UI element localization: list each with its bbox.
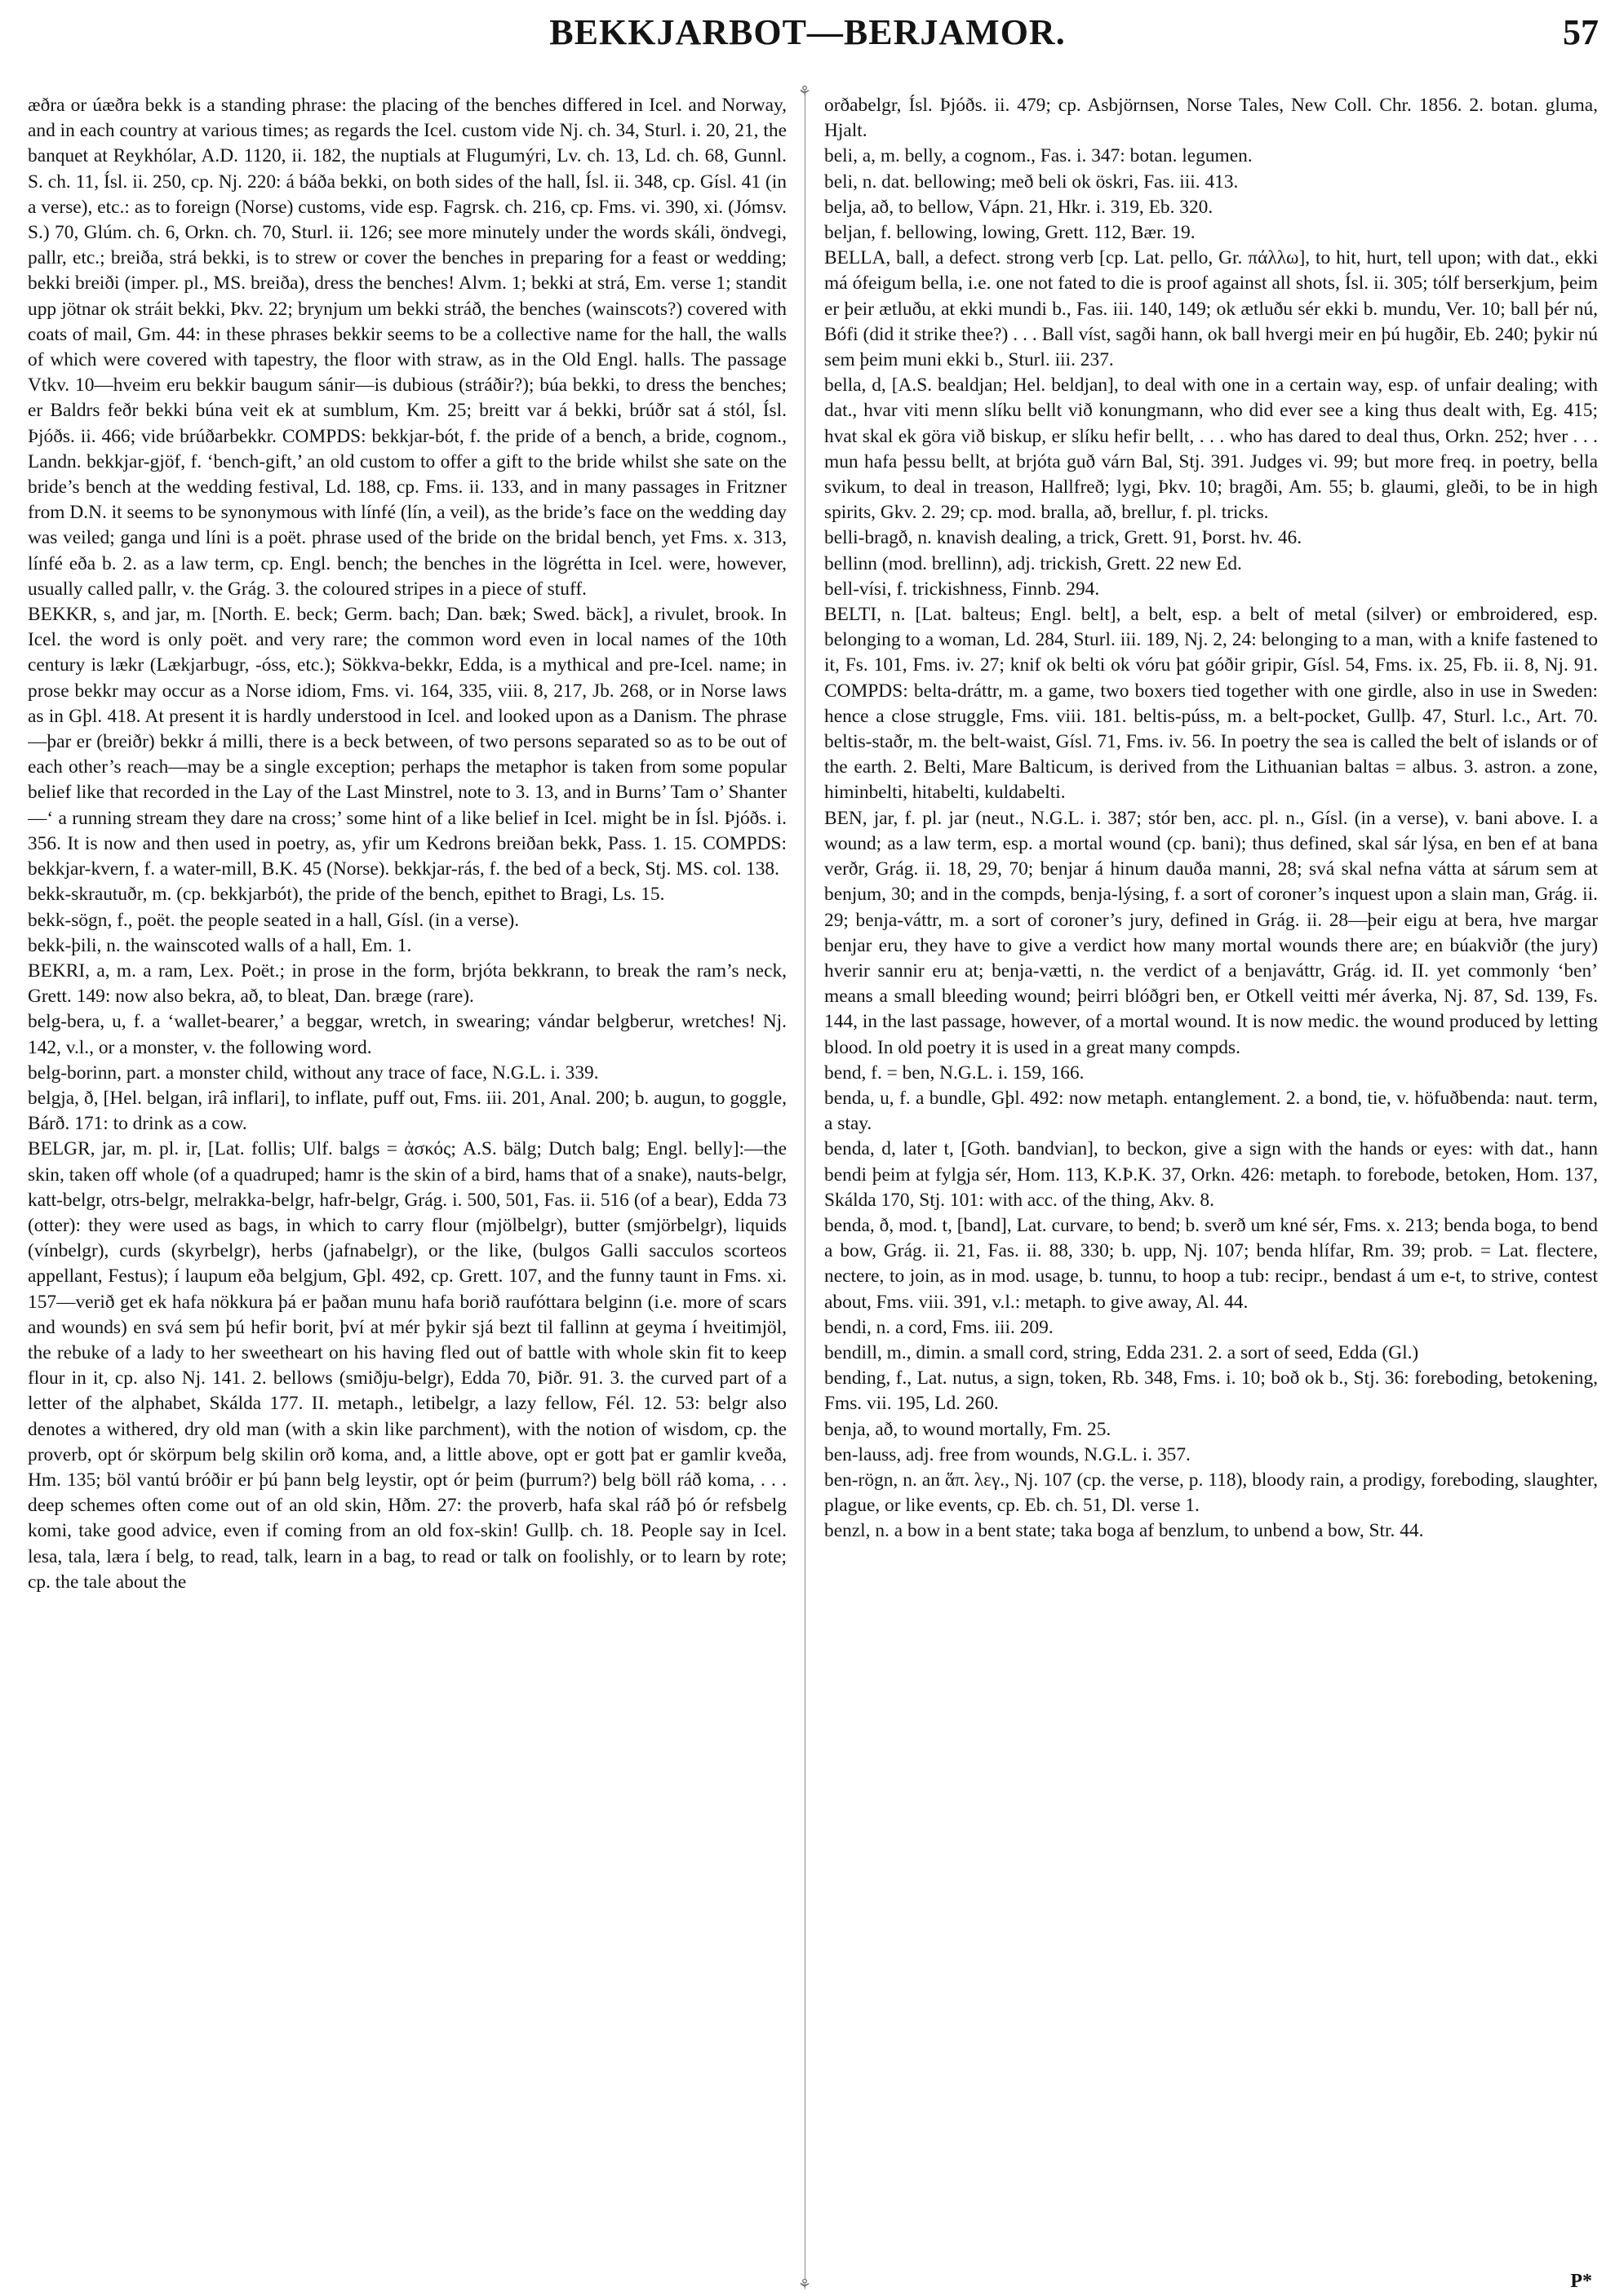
signature-mark: P* bbox=[1570, 2271, 1592, 2292]
entry-paragraph: beli, n. dat. bellowing; með beli ok öskri, Fas. iii. 413. bbox=[824, 171, 1239, 193]
entry-paragraph: bendill, m., dimin. a small cord, string, Edda 231. 2. a sort of seed, Edda (Gl.) bbox=[824, 1341, 1419, 1363]
entry-paragraph: æðra or úæðra bekk is a standing phrase: the placing of the benches differed in Icel. and Norway, and in each country at various times; as regards the Icel. custom vide Nj. ch. 34, Sturl. i. 20, 21, the banquet at Reykhólar, A.D. 1120, ii. 182, the nuptials at Flugumýri, Lv. ch. 13, Ld. ch. 68, Gunnl. S. ch. 11, Ísl. ii. 250, cp. Nj. 220: á báða bekki, on both sides of the hall, Ísl. ii. 348, cp. Gísl. 41 (in a verse), etc.: as to foreign (Norse) customs, vide esp. Fagrsk. ch. 216, cp. Fms. vi. 390, xi. (Jómsv. S.) 70, Glúm. ch. 6, Orkn. ch. 70, Sturl. ii. 126; see more minutely under the words skáli, öndvegi, pallr, etc.; breiða, strá bekki, is to strew or cover the benches in preparing for a feast or wedding; bekki breiði (imper. pl., MS. breiða), dress the benches! Alvm. 1; bekki at strá, Em. verse 1; standit upp jötnar ok stráit bekki, Þkv. 22; brynjum um bekki stráð, the benches (wainscots?) covered with coats of mail, Gm. 44: in these phrases bekkir seems to be a collective name for the hall, the walls of which were covered with tapestry, the floor with straw, as in the Old Engl. halls. The passage Vtkv. 10—hveim eru bekkir baugum sánir—is dubious (stráðir?); búa bekki, to dress the benches; er Baldrs feðr bekki búna veit ek at sumblum, Km. 25; breitt var á bekki, brúðr sat á stól, Ísl. Þjóðs. ii. 466; vide brúðarbekkr. COMPDS: bekkjar-bót, f. the pride of a bench, a bride, cognom., Landn. bekkjar-gjöf, f. ‘bench-gift,’ an old custom to offer a gift to the bride whilst she sate on the bride’s bench at the wedding festival, Ld. 188, cp. Fms. ii. 133, and in many passages in Fritzner from D.N. it seems to be synonymous with línfé (lín, a veil), as the bride’s face on the wedding day was veiled; ganga und líni is a poët. phrase used of the bride on the bridal bench, yet Fms. x. 313, línfé eða b. 2. as a law term, cp. Engl. bench; the benches in the lögrétta in Icel. were, however, usually called pallr, v. the Grág. 3. the coloured stripes in a piece of stuff. bbox=[28, 95, 787, 600]
page-number: 57 bbox=[1563, 12, 1599, 52]
entry-paragraph: orðabelgr, Ísl. Þjóðs. ii. 479; cp. Asbjörnsen, Norse Tales, New Coll. Chr. 1856. 2. botan. gluma, Hjalt. bbox=[824, 95, 1598, 142]
entry-paragraph: bend, f. = ben, N.G.L. i. 159, 166. bbox=[824, 1062, 1085, 1084]
entry-paragraph: BEN, jar, f. pl. jar (neut., N.G.L. i. 387; stór ben, acc. pl. n., Gísl. (in a verse), v. bani above. I. a wound; as a law term, esp. a mortal wound (cp. bani); thus defined, skal sár lýsa, en ben ef at bana verðr, Grág. ii. 18, 29, 70; benjar á hinum dauða manni, 28; svá skal nefna vátta at sárum sem at benjum, 30; and in the compds, benja-lýsing, f. a sort of coroner’s inquest upon a slain man, Grág. ii. 29; benja-váttr, m. a sort of coroner’s jury, defined in Grág. ii. 28—þeir eigu at bera, hve margar benjar eru, they have to give a verdict how many mortal wounds there are; en búakviðr (the jury) hverir sannir eru at; benja-vætti, n. the verdict of a benjaváttr, Grág. id. II. yet commonly ‘ben’ means a small bleeding wound; þeirri blóðgri ben, er Otkell veitti mér áverka, Nj. 87, Sd. 139, Fs. 144, in the last passage, however, of a mortal wound. It is now medic. the wound produced by letting blood. In old poetry it is used in a great many compds. bbox=[824, 807, 1598, 1058]
left-column bbox=[28, 93, 787, 2280]
entry-paragraph: ben-rögn, n. an ἅπ. λεγ., Nj. 107 (cp. the verse, p. 118), bloody rain, a prodigy, foreboding, slaughter, plague, or like events, cp. Eb. ch. 51, Dl. verse 1. bbox=[824, 1469, 1598, 1517]
divider-bottom-ornament: ⚘ bbox=[797, 2276, 812, 2293]
entry-paragraph: BEKKR, s, and jar, m. [North. E. beck; Germ. bach; Dan. bæk; Swed. bäck], a rivulet, brook. In Icel. the word is only poët. and very rare; the common word even in local names of the 10th century is lækr (Lækjarbugr, -óss, etc.); Sökkva-bekkr, Edda, is a mythical and pre-Icel. name; in prose bekkr may occur as a Norse idiom, Fms. vi. 164, 335, viii. 8, 217, Jb. 268, or in Norse laws as in Gþl. 418. At present it is hardly understood in Icel. and looked upon as a Danism. The phrase—þar er (breiðr) bekkr á milli, there is a beck between, of two persons separated so as to be out of each other’s reach—may be a single exception; perhaps the metaphor is taken from some popular belief like that recorded in the Lay of the Last Minstrel, note to 3. 13, and in Burns’ Tam o’ Shanter—‘ a running stream they dare na cross;’ some hint of a like belief in Icel. might be in Ísl. Þjóðs. i. 356. It is now and then used in poetry, as, yfir um Kedrons breiðan bekk, Pass. 1. 15. COMPDS: bekkjar-kvern, f. a water-mill, B.K. 45 (Norse). bekkjar-rás, f. the bed of a beck, Stj. MS. col. 138. bbox=[28, 604, 787, 880]
running-head: BEKKJARBOT—BERJAMOR. bbox=[549, 12, 1066, 52]
entry-paragraph: BELTI, n. [Lat. balteus; Engl. belt], a belt, esp. a belt of metal (silver) or embroidered, esp. belonging to a woman, Ld. 284, Sturl. iii. 189, Nj. 2, 24: belonging to a man, with a knife fastened to it, Fs. 101, Fms. iv. 27; knif ok belti ok vóru þat góðir gripir, Gísl. 54, Fms. ix. 25, Fb. ii. 8, Nj. 91. COMPDS: belta-dráttr, m. a game, two boxers tied together with one girdle, also in use in Sweden: hence a close struggle, Fms. viii. 181. beltis-púss, m. a belt-pocket, Gullþ. 47, Sturl. l.c., Art. 70. beltis-staðr, m. the belt-waist, Gísl. 71, Fms. iv. 56. In poetry the sea is called the belt of islands or of the earth. 2. Belti, Mare Balticum, is derived from the Lithuanian baltas = albus. 3. astron. a zone, himinbelti, hitabelti, kuldabelti. bbox=[824, 604, 1598, 804]
entry-paragraph: benda, d, later t, [Goth. bandvian], to beckon, give a sign with the hands or eyes: with dat., hann bendi þeim at fylgja sér, Hom. 113, K.Þ.K. 37, Orkn. 426: metaph. to forebode, betoken, Hom. 137, Skálda 170, Stj. 101: with acc. of the thing, Akv. 8. bbox=[824, 1138, 1598, 1211]
entry-paragraph: benzl, n. a bow in a bent state; taka boga af benzlum, to unbend a bow, Str. 44. bbox=[824, 1520, 1424, 1542]
entry-paragraph: benda, u, f. a bundle, Gþl. 492: now metaph. entanglement. 2. a bond, tie, v. höfuðbenda: naut. term, a stay. bbox=[824, 1087, 1598, 1135]
entry-paragraph: BEKRI, a, m. a ram, Lex. Poët.; in prose in the form, brjóta bekkrann, to break the ram’s neck, Grett. 149: now also bekra, að, to bleat, Dan. bræge (rare). bbox=[28, 960, 787, 1008]
page-header bbox=[0, 0, 1615, 64]
entry-paragraph: bekk-þili, n. the wainscoted walls of a hall, Em. 1. bbox=[28, 934, 412, 956]
entry-paragraph: bendi, n. a cord, Fms. iii. 209. bbox=[824, 1316, 1054, 1338]
entry-paragraph: bending, f., Lat. nutus, a sign, token, Rb. 348, Fms. i. 10; boð ok b., Stj. 36: foreboding, betokening, Fms. vii. 195, Ld. 260. bbox=[824, 1367, 1598, 1415]
entry-paragraph: benja, að, to wound mortally, Fm. 25. bbox=[824, 1418, 1111, 1440]
entry-paragraph: belg-borinn, part. a monster child, without any trace of face, N.G.L. i. 339. bbox=[28, 1062, 599, 1084]
entry-paragraph: bekk-skrautuðr, m. (cp. bekkjarbót), the pride of the bench, epithet to Bragi, Ls. 15. bbox=[28, 884, 665, 906]
entry-paragraph: BELLA, ball, a defect. strong verb [cp. Lat. pello, Gr. πάλλω], to hit, hurt, tell upon; with dat., ekki má ófeigum bella, i.e. one not fated to die is proof against all shots, Ísl. ii. 305; tólf berserkjum, þeim er þeir ætluðu, at ekki mundi b., Fas. iii. 140, 149; ok ætluðu sér ekki b. mundu, Ver. 10; ball þér nú, Bófi (did it strike thee?) . . . Ball víst, sagði hann, ok ball hvergi meir en þú hugðir, Eb. 240; þykir nú sem þeim muni ekki b., Sturl. iii. 237. bbox=[824, 247, 1598, 371]
divider-top-ornament: ⚘ bbox=[797, 83, 812, 100]
entry-paragraph: benda, ð, mod. t, [band], Lat. curvare, to bend; b. sverð um kné sér, Fms. x. 213; benda boga, to bend a bow, Grág. ii. 21, Fas. ii. 88, 330; b. upp, Nj. 107; benda hlífar, Rm. 39; prob. = Lat. flectere, nectere, to join, as in mod. usage, b. tunnu, to hoop a tub: recipr., bendast á um e-t, to strive, contest about, Fms. viii. 391, v.l.: metaph. to give away, Al. 44. bbox=[824, 1214, 1598, 1313]
entry-paragraph: BELGR, jar, m. pl. ir, [Lat. follis; Ulf. balgs = ἀσκός; A.S. bälg; Dutch balg; Engl. belly]:—the skin, taken off whole (of a quadruped; hamr is the skin of a bird, hams that of a snake), nauts-belgr, katt-belgr, otrs-belgr, melrakka-belgr, hafr-belgr, Grág. i. 500, 501, Fas. ii. 516 (of a bear), Edda 73 (otter): they were used as bags, in which to carry flour (mjölbelgr), butter (smjörbelgr), liquids (vínbelgr), curds (skyrbelgr), herbs (jafnabelgr), or the like, (bulgos Galli sacculos scorteos appellant, Festus); í laupum eða belgjum, Gþl. 492, cp. Grett. 107, and the funny taunt in Fms. xi. 157—verið get ek hafa nökkura þá er þaðan munu hafa borið raufóttara belginn (i.e. more of scars and wounds) en svá sem þú hefir borit, því at mér þykir sjá bezt til fallinn at geyma í hveitimjöl, the rebuke of a lady to her sweetheart on his having fled out of battle with whole skin fit to keep flour in it, cp. also Nj. 141. 2. bellows (smiðju-belgr), Edda 70, Þiðr. 91. 3. the curved part of a letter of the alphabet, Skálda 177. II. metaph., letibelgr, a lazy fellow, Fél. 12. 53: belgr also denotes a withered, dry old man (with a skin like parchment), with the notion of wisdom, cp. the proverb, opt ór skörpum belg skilin orð koma, and, a little above, opt er gott þat er gamlir kveða, Hm. 135; böl vantú bróðir er þú þann belg leystir, opt ór þeim (þurrum?) belg böll ráð koma, . . . deep schemes often come out of an old skin, Hðm. 27: the proverb, hafa skal ráð þó ór refsbelg komi, take good advice, even if coming from an old fox-skin! Gullþ. ch. 18. People say in Icel. lesa, tala, læra í belg, to read, talk, learn in a bag, to read or talk on foolishly, or to learn by rote; cp. the tale about the bbox=[28, 1138, 787, 1593]
right-column bbox=[824, 93, 1598, 2280]
entry-paragraph: bell-vísi, f. trickishness, Finnb. 294. bbox=[824, 578, 1100, 600]
entry-paragraph: bellinn (mod. brellinn), adj. trickish, Grett. 22 new Ed. bbox=[824, 552, 1242, 574]
entry-paragraph: belja, að, to bellow, Vápn. 21, Hkr. i. 319, Eb. 320. bbox=[824, 196, 1213, 218]
entry-paragraph: belg-bera, u, f. a ‘wallet-bearer,’ a beggar, wretch, in swearing; vándar belgberur, wretches! Nj. 142, v.l., or a monster, v. the following word. bbox=[28, 1011, 787, 1058]
entry-paragraph: bella, d, [A.S. bealdjan; Hel. beldjan], to deal with one in a certain way, esp. of unfair dealing; with dat., hvar viti menn slíku bellt við konungmann, who did ever see a king thus dealt with, Eg. 415; hvat skal ek göra við biskup, er slíku hefir bellt, . . . who has dared to deal thus, Orkn. 252; hver . . . mun hafa þessu bellt, at brjóta guð várn Bal, Stj. 391. Judges vi. 99; but more freq. in poetry, bella svikum, to deal in treason, Hallfreð; lygi, Þkv. 10; bragði, Am. 55; b. glaumi, gleði, to be in high spirits, Gkv. 2. 29; cp. mod. bralla, að, brellur, f. pl. tricks. bbox=[824, 375, 1598, 524]
entry-paragraph: beljan, f. bellowing, lowing, Grett. 112, Bær. 19. bbox=[824, 222, 1196, 244]
entry-paragraph: beli, a, m. belly, a cognom., Fas. i. 347: botan. legumen. bbox=[824, 145, 1253, 167]
entry-paragraph: belli-bragð, n. knavish dealing, a trick, Grett. 91, Þorst. hv. 46. bbox=[824, 527, 1302, 549]
entry-paragraph: bekk-sögn, f., poët. the people seated in a hall, Gísl. (in a verse). bbox=[28, 909, 520, 931]
entry-paragraph: ben-lauss, adj. free from wounds, N.G.L. i. 357. bbox=[824, 1443, 1191, 1465]
entry-paragraph: belgja, ð, [Hel. belgan, irâ inflari], to inflate, puff out, Fms. iii. 201, Anal. 200; b. augun, to goggle, Bárð. 171: to drink as a cow. bbox=[28, 1087, 787, 1135]
